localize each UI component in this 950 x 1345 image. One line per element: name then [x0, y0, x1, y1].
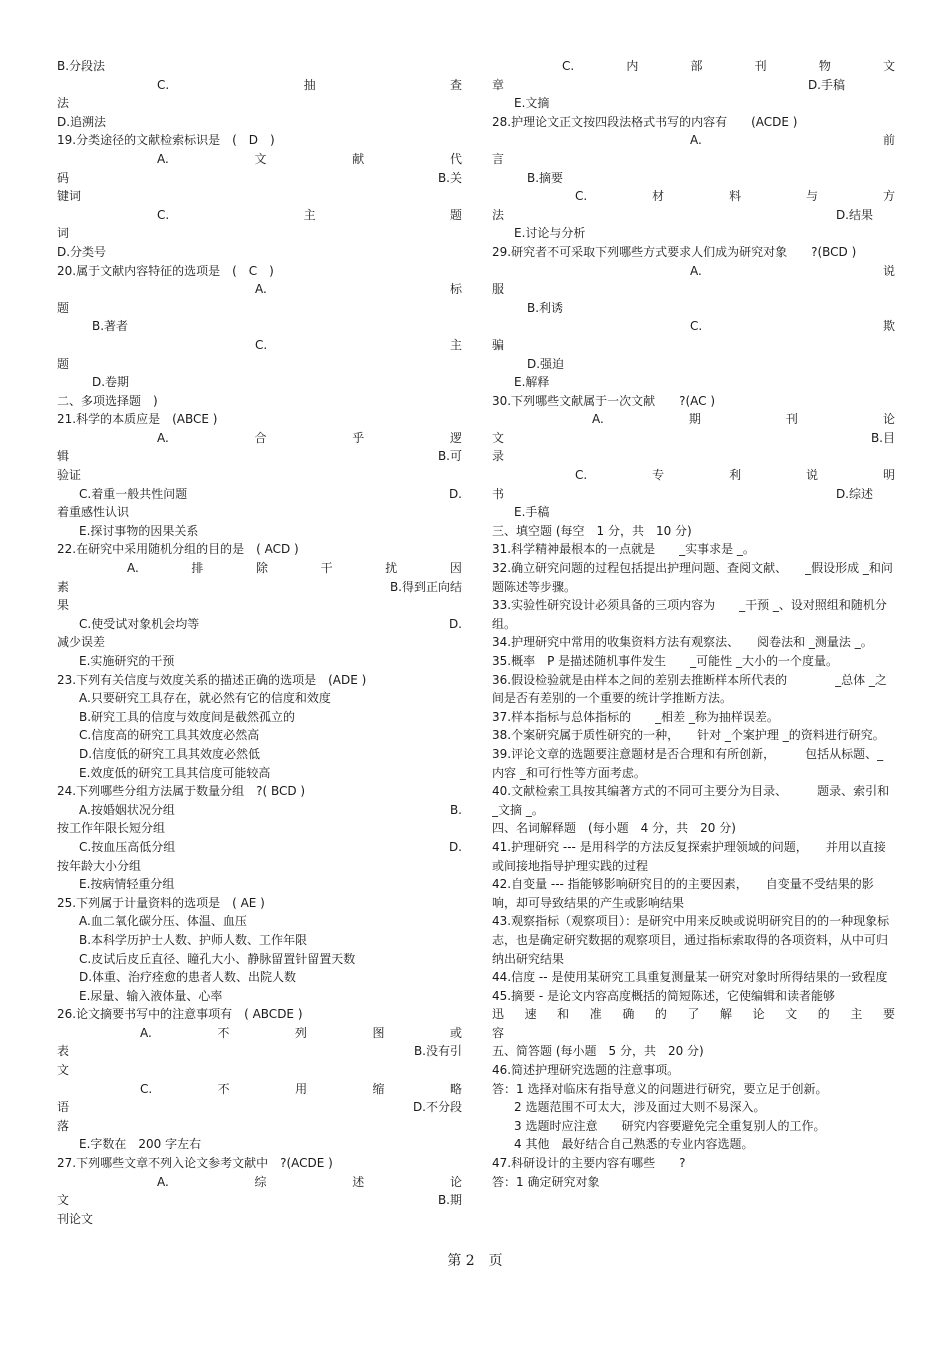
q19-option-c: C. 主 题 — [157, 207, 462, 222]
term-item: 41.护理研究 --- 是用科学的方法反复探索护理领域的问题， 并用以直接或间接地指导护理实践的过程 — [492, 839, 886, 873]
q20-option-a: A. 标 — [255, 282, 462, 297]
q25-stem: 25.下列属于计量资料的选项是 ( AE ) — [57, 895, 265, 910]
fill-item: 36.假设检验就是由样本之间的差别去推断样本所代表的 _总体 _之间是否有差别的一个重要的统计学推断方法。 — [492, 672, 887, 706]
q29-option-a-tail: 服 — [492, 282, 505, 297]
q25-option: D.体重、治疗痊愈的患者人数、出院人数 — [79, 970, 297, 985]
q21-option-d-tail: 着重感性认识 — [57, 505, 130, 520]
q19-option-c-tail: 词 — [57, 226, 70, 241]
q21-option-b-tail: 验证 — [57, 468, 82, 483]
q46-answer-item: 2 选题范围不可太大，涉及面过大则不易深入。 — [514, 1100, 766, 1115]
q24-option-a: A.按婚姻状况分组 B. — [79, 802, 462, 817]
q45-line3: 容 — [492, 1025, 505, 1040]
q18-option-d: D.追溯法 — [57, 114, 107, 129]
fill-item: 32.确立研究问题的过程包括提出护理问题、查阅文献、 _假设形成 _和问题陈述等步骤。 — [492, 561, 893, 594]
q24-option-e: E.按病情轻重分组 — [79, 877, 175, 892]
q26-option-a-tail: 表 B.没有引 — [57, 1044, 462, 1059]
q22-option-b-tail: 果 — [57, 598, 70, 613]
q30-option-a-tail: 文 B.目 — [492, 430, 895, 445]
term-item: 44.信度 -- 是使用某研究工具重复测量某一研究对象时所得结果的一致程度 — [492, 970, 888, 985]
term-item: 43.观察指标（观察项目）：是研究中用来反映或说明研究目的的一种现象标志，也是确定研究数据的观察项目，通过指标索取得的各项资料，从中可归纳出研究结果 — [492, 914, 890, 966]
q20-stem: 20.属于文献内容特征的选项是 ( C ) — [57, 263, 274, 278]
q28-option-c: C. 材 料 与 方 — [575, 189, 895, 204]
q21-option-a: A. 合 乎 逻 — [157, 430, 462, 445]
q25-option: A.血二氧化碳分压、体温、血压 — [79, 914, 247, 929]
q24-stem: 24.下列哪些分组方法属于数量分组 ?( BCD ) — [57, 784, 306, 799]
q27-option-e: E.文摘 — [514, 96, 550, 111]
q46-answer: 答：1 选择对临床有指导意义的问题进行研究，要立足于创新。 — [492, 1081, 828, 1096]
q23-option: B.研究工具的信度与效度间是截然孤立的 — [79, 709, 296, 724]
q28-option-b: B.摘要 — [527, 170, 564, 185]
q23-option: E.效度低的研究工具其信度可能较高 — [79, 765, 271, 780]
q26-option-b-tail: 文 — [57, 1063, 70, 1078]
q20-option-c: C. 主 — [255, 337, 462, 352]
section-3-heading: 三、填空题 (每空 1 分，共 10 分) — [492, 523, 692, 538]
section-4-heading: 四、名词解释题 (每小题 4 分，共 20 分) — [492, 821, 736, 836]
q21-option-e: E.探讨事物的因果关系 — [79, 523, 199, 538]
q30-option-e: E.手稿 — [514, 505, 550, 520]
page-number: 第 2 页 — [447, 1253, 503, 1269]
q22-stem: 22.在研究中采用随机分组的目的是 ( ACD ) — [57, 542, 299, 557]
fill-item: 35.概率 P 是描述随机事件发生 _可能性 _大小的一个度量。 — [492, 654, 838, 668]
q25-option: C.皮试后皮丘直径、瞳孔大小、静脉留置针留置天数 — [79, 951, 356, 966]
q30-stem: 30.下列哪些文献属于一次文献 ?(AC ) — [492, 393, 716, 408]
q46-stem: 46.简述护理研究选题的注意事项。 — [492, 1063, 680, 1078]
q19-option-a-tail: 码 B.关 — [57, 170, 462, 185]
q27-option-a: A. 综 述 论 — [157, 1174, 462, 1189]
q28-option-a-tail: 言 — [492, 151, 505, 166]
q25-option: B.本科学历护士人数、护师人数、工作年限 — [79, 932, 308, 947]
section-2-heading: 二、多项选择题 ) — [57, 393, 158, 408]
q20-option-a-tail: 题 — [57, 300, 70, 315]
q26-option-d-tail: 落 — [57, 1118, 70, 1133]
left-column — [57, 57, 462, 1228]
q24-option-d-tail: 按年龄大小分组 — [57, 858, 142, 873]
q27-stem: 27.下列哪些文章不列入论文参考文献中 ?(ACDE ) — [57, 1156, 333, 1171]
q29-stem: 29.研究者不可采取下列哪些方式要求人们成为研究对象 ?(BCD ) — [492, 244, 857, 259]
fill-item: 38.个案研究属于质性研究的一种， 针对 _个案护理 _的资料进行研究。 — [492, 728, 885, 743]
q30-option-c: C. 专 利 说 明 — [575, 468, 895, 483]
q18-option-c-tail: 法 — [57, 96, 70, 111]
q22-option-a-tail: 素 B.得到正向结 — [57, 579, 462, 594]
q27-option-a-tail: 文 B.期 — [57, 1193, 462, 1208]
q19-option-d: D.分类号 — [57, 244, 107, 259]
q20-option-c-tail: 题 — [57, 356, 70, 371]
q29-option-a: A. 说 — [690, 263, 895, 278]
fill-item: 40.文献检索工具按其编著方式的不同可主要分为目录、 题录、索引和 _文摘 _。 — [492, 784, 890, 817]
right-column — [492, 57, 895, 1191]
q47-answer: 答：1 确定研究对象 — [492, 1174, 600, 1189]
q19-stem: 19.分类途径的文献检索标识是 ( D ) — [57, 133, 275, 148]
q26-stem: 26.论文摘要书写中的注意事项有 ( ABCDE ) — [57, 1007, 303, 1022]
fill-item: 37.样本指标与总体指标的 _相差 _称为抽样误差。 — [492, 709, 779, 724]
q29-option-e: E.解释 — [514, 375, 550, 390]
q22-option-c: C.使受试对象机会均等 D. — [79, 616, 462, 631]
q30-option-b-tail: 录 — [492, 449, 505, 464]
q46-answer-item: 4 其他 最好结合自己熟悉的专业内容选题。 — [514, 1137, 754, 1152]
q20-option-d: D.卷期 — [92, 375, 130, 390]
q28-option-a: A. 前 — [690, 133, 895, 148]
q22-option-d-tail: 减少误差 — [57, 635, 106, 650]
q19-option-b-tail: 键词 — [57, 189, 82, 204]
q21-stem: 21.科学的本质应是 (ABCE ) — [57, 412, 218, 427]
q24-option-c: C.按血压高低分组 D. — [79, 839, 462, 854]
fill-item: 34.护理研究中常用的收集资料方法有观察法、 阅卷法和 _测量法 _。 — [492, 635, 873, 650]
q23-option: D.信度低的研究工具其效度必然低 — [79, 746, 261, 761]
q26-option-c: C. 不 用 缩 略 — [140, 1081, 462, 1096]
q27-option-b-tail: 刊论文 — [57, 1211, 94, 1226]
q22-option-a: A. 排 除 干 扰 因 — [127, 561, 462, 576]
term-item: 42.自变量 --- 指能够影响研究目的的主要因素， 自变量不受结果的影响，却可导致结果的产生或影响结果 — [492, 877, 874, 910]
q30-option-a: A. 期 刊 论 — [592, 412, 895, 427]
q23-option: A.只要研究工具存在，就必然有它的信度和效度 — [79, 691, 331, 706]
q29-option-d: D.强迫 — [527, 356, 565, 371]
q28-stem: 28.护理论文正文按四段法格式书写的内容有 (ACDE ) — [492, 114, 798, 129]
section-5-heading: 五、简答题 (每小题 5 分，共 20 分) — [492, 1044, 704, 1059]
q29-option-c: C. 欺 — [690, 319, 895, 334]
q25-option: E.尿量、输入液体量、心率 — [79, 988, 223, 1003]
q45-line1: 45.摘要 - 是论文内容高度概括的简短陈述，它使编辑和读者能够 — [492, 988, 836, 1003]
q24-option-b-tail: 按工作年限长短分组 — [57, 821, 166, 836]
q26-option-a: A. 不 列 图 或 — [140, 1025, 462, 1040]
q26-option-e: E.字数在 200 字左右 — [79, 1137, 202, 1152]
q28-option-c-tail: 法 D.结果 — [492, 207, 873, 222]
q26-option-c-tail: 语 D.不分段 — [57, 1100, 462, 1115]
q45-line2: 迅 速 和 准 确 的 了 解 论 文 的 主 要 — [492, 1007, 895, 1022]
fill-item: 33.实验性研究设计必须具备的三项内容为 _干预 _、设对照组和随机分组。 — [492, 598, 887, 631]
q27-option-c: C. 内 部 刊 物 文 — [562, 59, 895, 73]
q23-option: C.信度高的研究工具其效度必然高 — [79, 728, 260, 743]
q27-option-c-tail: 章 D.手稿 — [492, 77, 845, 92]
q47-stem: 47.科研设计的主要内容有哪些 ? — [492, 1156, 686, 1171]
q28-option-e: E.讨论与分析 — [514, 226, 586, 241]
q21-option-c: C.着重一般共性问题 D. — [79, 486, 462, 501]
q29-option-c-tail: 骗 — [492, 337, 505, 352]
q18-option-b: B.分段法 — [57, 59, 106, 73]
q46-answer-item: 3 选题时应注意 研究内容要避免完全重复别人的工作。 — [514, 1118, 826, 1133]
q29-option-b: B.利诱 — [527, 300, 564, 315]
q23-stem: 23.下列有关信度与效度关系的描述正确的选项是 (ADE ) — [57, 672, 367, 687]
q19-option-a: A. 文 献 代 — [157, 151, 462, 166]
q21-option-a-tail: 辑 B.可 — [57, 449, 462, 464]
fill-item: 31.科学精神最根本的一点就是 _实事求是 _。 — [492, 542, 755, 557]
q30-option-c-tail: 书 D.综述 — [492, 486, 873, 501]
q22-option-e: E.实施研究的干预 — [79, 654, 175, 668]
fill-item: 39.评论文章的选题要注意题材是否合理和有所创新， 包括从标题、_内容 _和可行性等方面考虑。 — [492, 746, 884, 780]
q20-option-b: B.著者 — [92, 319, 129, 334]
q18-option-c: C. 抽 查 — [157, 77, 462, 92]
